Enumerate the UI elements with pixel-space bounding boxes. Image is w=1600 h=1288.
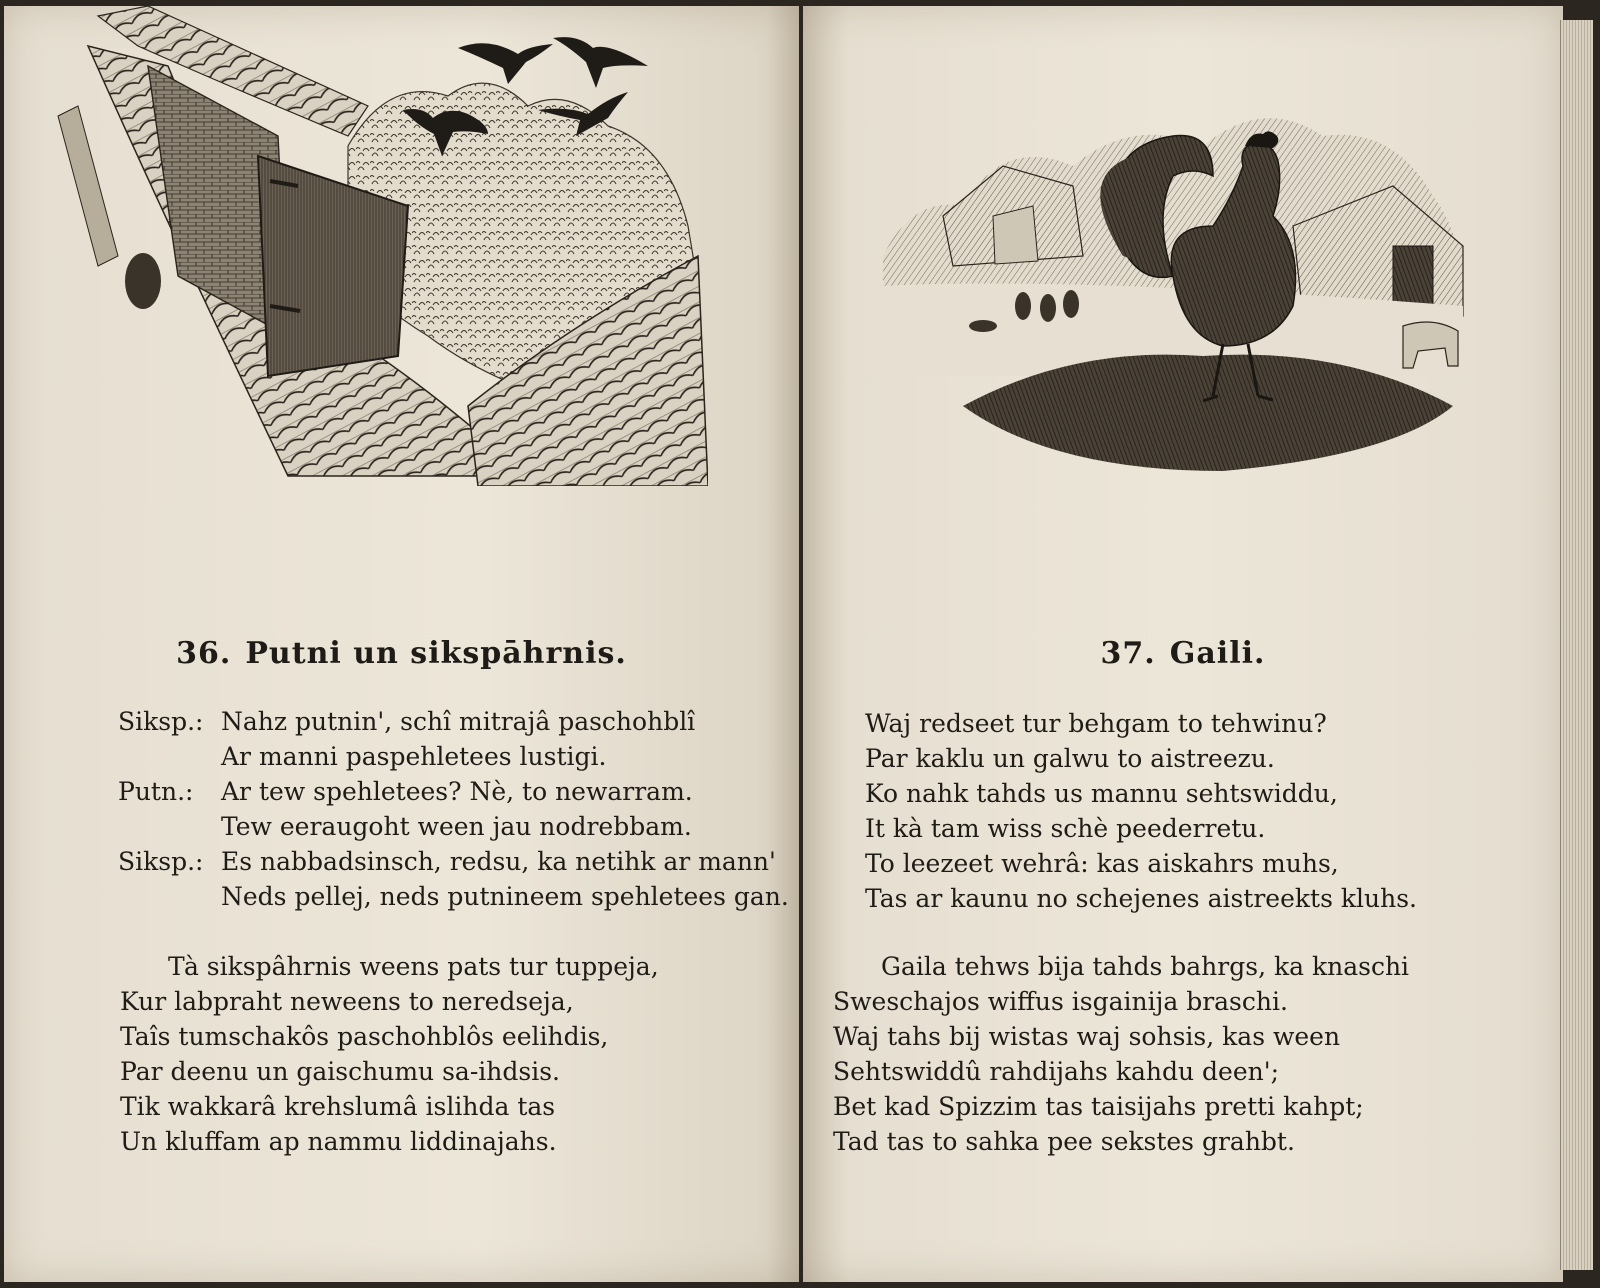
verse-line: Bet kad Spizzim tas taisijahs pretti kahpt; — [833, 1092, 1364, 1121]
verse-text: Nahz putnin', schî mitrajâ paschohblî — [221, 707, 696, 736]
verse-line: Waj redseet tur behgam to tehwinu? — [865, 709, 1327, 738]
verse-line: Waj tahs bij wistas waj sohsis, kas ween — [833, 1022, 1341, 1051]
right-title — [803, 636, 1563, 671]
right-page — [803, 6, 1563, 1282]
left-page — [4, 6, 799, 1282]
verse-line: It kà tam wiss schè peederretu. — [865, 814, 1266, 843]
dialogue-line — [118, 704, 789, 739]
verse-line: Tad tas to sahka pee sekstes grahbt. — [833, 1127, 1295, 1156]
verse-text: Neds pellej, neds putnineem spehletees gan. — [221, 882, 789, 911]
dialogue-line — [118, 809, 789, 844]
page-edges — [1560, 20, 1593, 1270]
speaker: Putn.: — [118, 777, 194, 806]
right-title-text: Gaili. — [1169, 636, 1266, 671]
verse-line: Taîs tumschakôs paschohblôs eelihdis, — [120, 1022, 609, 1051]
left-illustration — [48, 6, 708, 486]
verse-line: Par deenu un gaischumu sa-ihdsis. — [120, 1057, 560, 1086]
verse-line: To leezeet wehrâ: kas aiskahrs muhs, — [865, 849, 1339, 878]
verse-line: Kur labpraht neweens to neredseja, — [120, 987, 574, 1016]
verse-line: Tà sikspâhrnis weens pats tur tuppeja, — [168, 952, 659, 981]
right-illustration — [873, 76, 1473, 496]
verse-text: Ar manni paspehletees lustigi. — [221, 742, 607, 771]
verse-text: Ar tew spehletees? Nè, to newarram. — [221, 777, 693, 806]
left-stanza — [120, 949, 659, 1159]
verse-line: Sweschajos wiffus isgainija braschi. — [833, 987, 1288, 1016]
left-title — [4, 636, 799, 671]
dialogue-line — [118, 879, 789, 914]
verse-line: Ko nahk tahds us mannu sehtswiddu, — [865, 779, 1338, 808]
right-stanza-1 — [865, 706, 1417, 916]
speaker: Siksp.: — [118, 707, 204, 736]
speaker: Siksp.: — [118, 847, 204, 876]
verse-line: Tas ar kaunu no schejenes aistreekts kluhs. — [865, 884, 1417, 913]
verse-text: Tew eeraugoht ween jau nodrebbam. — [221, 812, 692, 841]
right-stanza-2 — [833, 949, 1409, 1159]
verse-line: Un kluffam ap nammu liddinajahs. — [120, 1127, 557, 1156]
verse-line: Par kaklu un galwu to aistreezu. — [865, 744, 1275, 773]
verse-line: Sehtswiddû rahdijahs kahdu deen'; — [833, 1057, 1280, 1086]
dialogue-line — [118, 739, 789, 774]
verse-line: Gaila tehws bija tahds bahrgs, ka knaschi — [881, 952, 1410, 981]
verse-text: Es nabbadsinsch, redsu, ka netihk ar mann' — [221, 847, 776, 876]
verse-line: Tik wakkarâ krehslumâ islihda tas — [120, 1092, 556, 1121]
left-title-text: Putni un sikspāhrnis. — [245, 636, 627, 671]
left-title-number: 36. — [176, 636, 232, 671]
dialogue-line — [118, 774, 789, 809]
left-dialogue — [118, 704, 789, 914]
dialogue-line — [118, 844, 789, 879]
right-title-number: 37. — [1100, 636, 1156, 671]
